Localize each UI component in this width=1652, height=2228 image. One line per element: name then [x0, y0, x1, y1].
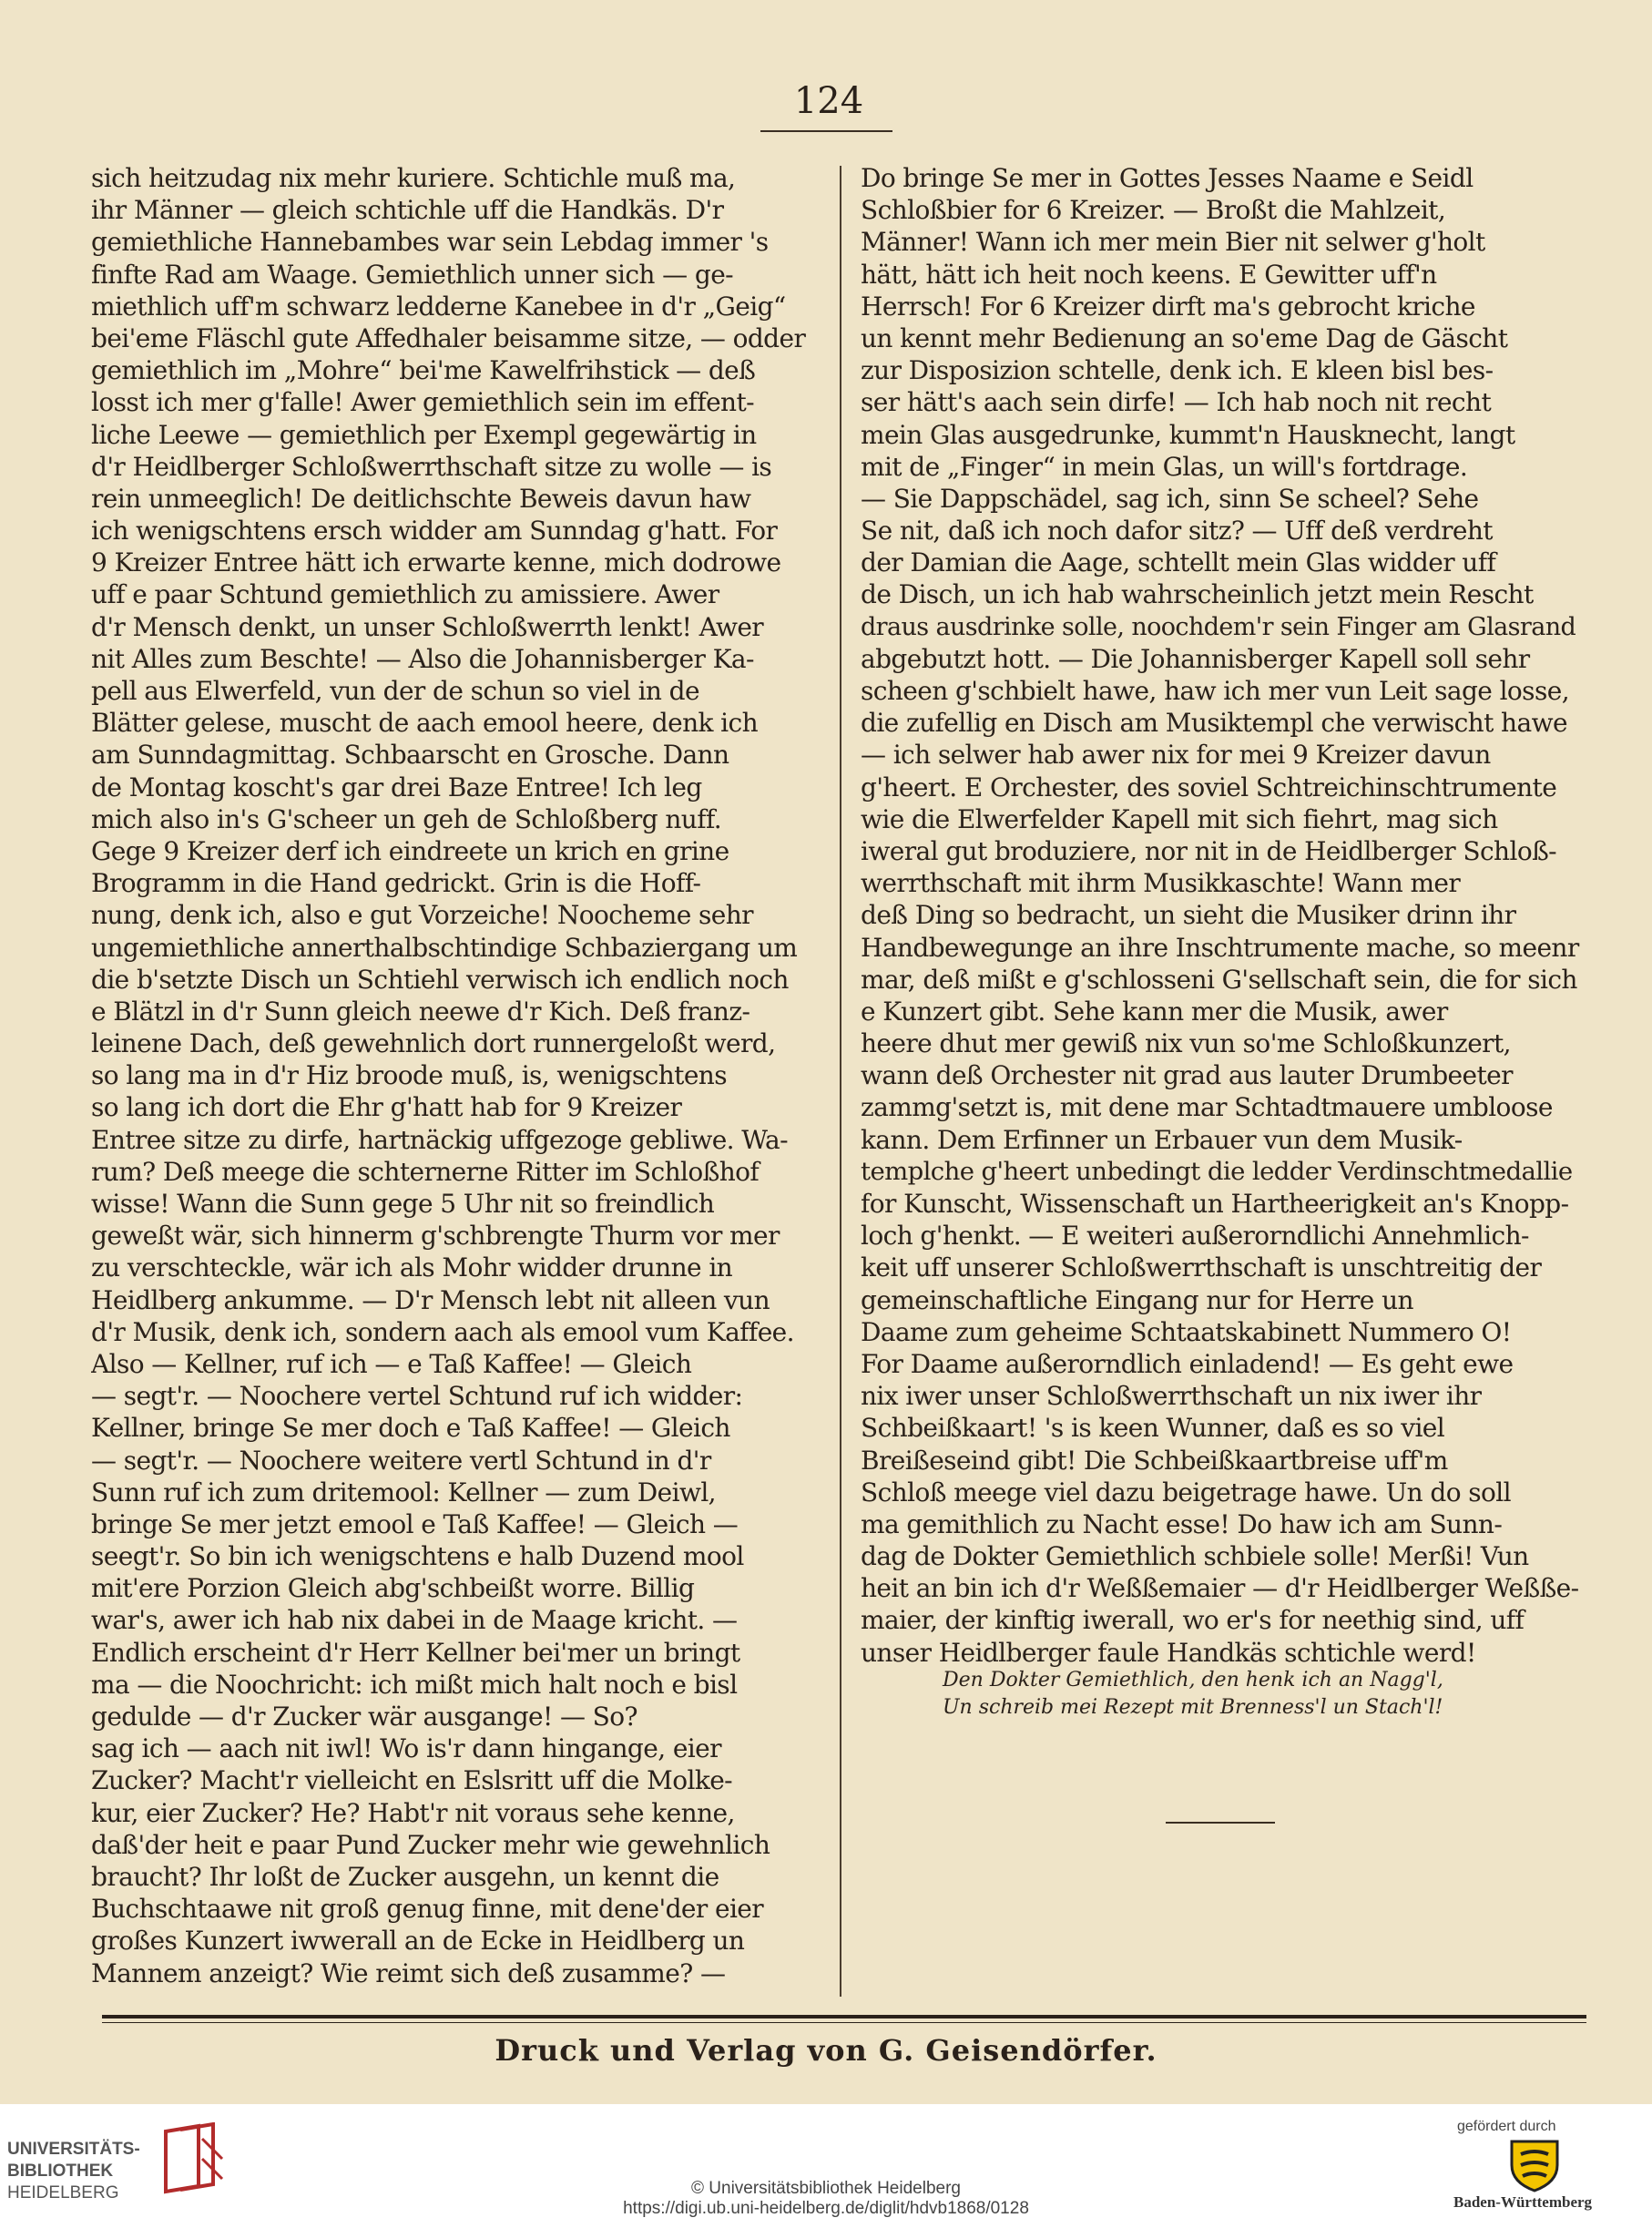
footer-rule	[102, 2015, 1586, 2018]
text-line: finfte Rad am Waage. Gemiethlich unner sich — ge-	[91, 259, 734, 290]
text-line: ser hätt's aach sein dirfe! — Ich hab noch nit recht	[861, 387, 1492, 418]
text-line: deß Ding so bedracht, un sieht die Musiker drinn ihr	[861, 900, 1516, 931]
text-line: hätt, hätt ich heit noch keens. E Gewitter uff'n	[861, 259, 1437, 290]
closing-rule	[1166, 1822, 1275, 1824]
text-line: uff e paar Schtund gemiethlich zu amissiere. Awer	[91, 579, 719, 610]
imprint: Druck und Verlag von G. Geisendörfer.	[495, 2033, 1157, 2068]
text-line: ihr Männer — gleich schtichle uff die Handkäs. D'r	[91, 195, 724, 226]
text-line: nix iwer unser Schloßwerrthschaft un nix iwer ihr	[861, 1381, 1482, 1412]
text-line: g'heert. E Orchester, des soviel Schtreichinschtrumente	[861, 772, 1557, 802]
permalink[interactable]: https://digi.ub.uni-heidelberg.de/diglit/hdvb1868/0128	[623, 2199, 1029, 2218]
text-line: leinene Dach, deß gewehnlich dort runnergeloßt werd,	[91, 1028, 776, 1059]
text-line: Gege 9 Kreizer derf ich eindreete un krich en grine	[91, 835, 729, 866]
text-line: Endlich erscheint d'r Herr Kellner bei'mer un bringt	[91, 1637, 740, 1668]
text-line: zur Disposizion schtelle, denk ich. E kleen bisl bes-	[861, 355, 1494, 386]
copyright-notice	[0, 2179, 1652, 2219]
verse-line: Un schreib mei Rezept mit Brenness'l un Stach'l!	[943, 1696, 1443, 1719]
text-line: war's, awer ich hab nix dabei in de Maage kricht. —	[91, 1605, 738, 1636]
text-line: Schbeißkaart! 's is keen Wunner, daß es so viel	[861, 1413, 1445, 1444]
text-line: daß'der heit e paar Pund Zucker mehr wie gewehnlich	[91, 1829, 770, 1860]
text-line: Daame zum geheime Schtaatskabinett Nummero O!	[861, 1316, 1512, 1347]
text-line: keit uff unserer Schloßwerrthschaft is unschtreitig der	[861, 1252, 1542, 1283]
text-line: — Sie Dappschädel, sag ich, sinn Se scheel? Sehe	[861, 483, 1479, 514]
text-line: mar, deß mißt e g'schlosseni G'sellschaft sein, die for sich	[861, 964, 1577, 995]
text-line: werrthschaft mit ihrm Musikkaschte! Wann mer	[861, 868, 1461, 899]
library-name-line: UNIVERSITÄTS-	[7, 2140, 140, 2159]
text-line: 9 Kreizer Entree hätt ich erwarte kenne, mich dodrowe	[91, 547, 781, 578]
sponsor-label: gefördert durch	[1457, 2119, 1556, 2134]
text-line: Blätter gelese, muscht de aach emool heere, denk ich	[91, 708, 759, 739]
text-line: Kellner, bringe Se mer doch e Taß Kaffee! — Gleich	[91, 1413, 730, 1444]
text-line: kann. Dem Erfinner un Erbauer vun dem Musik-	[861, 1124, 1463, 1155]
text-line: Männer! Wann ich mer mein Bier nit selwer g'holt	[861, 227, 1485, 258]
text-line: sich heitzudag nix mehr kuriere. Schtichle muß ma,	[91, 163, 736, 193]
library-name-line: BIBLIOTHEK	[7, 2162, 114, 2181]
text-line: liche Leewe — gemiethlich per Exempl gegewärtig in	[91, 419, 757, 450]
library-name-line: HEIDELBERG	[7, 2183, 119, 2202]
text-line: Zucker? Macht'r vielleicht en Eslsritt uff die Molke-	[91, 1765, 733, 1796]
text-line: Se nit, daß ich noch dafor sitz? — Uff deß verdreht	[861, 516, 1493, 547]
text-line: — segt'r. — Noochere vertel Schtund ruf ich widder:	[91, 1381, 743, 1412]
text-line: scheen g'schbielt hawe, haw ich mer vun Leit sage losse,	[861, 676, 1569, 706]
text-line: mit'ere Porzion Gleich abg'schbeißt worre. Billig	[91, 1573, 695, 1604]
text-line: gemeinschaftliche Eingang nur for Herre un	[861, 1284, 1413, 1315]
verse-line: Den Dokter Gemiethlich, den henk ich an Nagg'l,	[943, 1669, 1443, 1691]
page-number: 124	[793, 80, 864, 122]
text-line: de Montag koscht's gar drei Baze Entree! Ich leg	[91, 772, 702, 802]
text-line: Heidlberg ankumme. — D'r Mensch lebt nit alleen vun	[91, 1284, 770, 1315]
text-line: mit de „Finger“ in mein Glas, un will's fortdrage.	[861, 451, 1468, 482]
text-line: Mannem anzeigt? Wie reimt sich deß zusamme? —	[91, 1957, 726, 1988]
text-line: abgebutzt hott. — Die Johannisberger Kapell soll sehr	[861, 643, 1530, 674]
text-line: — segt'r. — Noochere weitere vertl Schtund in d'r	[91, 1445, 711, 1476]
text-line: d'r Musik, denk ich, sondern aach als emool vum Kaffee.	[91, 1316, 794, 1347]
text-line: heere dhut mer gewiß nix vun so'me Schloßkunzert,	[861, 1028, 1511, 1059]
text-line: geweßt wär, sich hinnerm g'schbrengte Thurm vor mer	[91, 1221, 780, 1252]
text-line: Sunn ruf ich zum dritemool: Kellner — zum Deiwl,	[91, 1477, 716, 1507]
text-line: gemiethlich im „Mohre“ bei'me Kawelfrihstick — deß	[91, 355, 756, 386]
text-line: sag ich — aach nit iwl! Wo is'r dann hingange, eier	[91, 1733, 721, 1764]
text-line: draus ausdrinke solle, noochdem'r sein Finger am Glasrand	[861, 612, 1576, 641]
text-line: Schloß meege viel dazu beigetrage hawe. Un do soll	[861, 1477, 1511, 1507]
text-line: Buchschtaawe nit groß genug finne, mit dene'der eier	[91, 1894, 764, 1925]
text-line: Do bringe Se mer in Gottes Jesses Naame e Seidl	[861, 163, 1474, 193]
text-line: wann deß Orchester nit grad aus lauter Drumbeeter	[861, 1060, 1513, 1091]
text-line: rum? Deß meege die schternerne Ritter im Schloßhof	[91, 1156, 760, 1187]
text-line: seegt'r. So bin ich wenigschtens e halb Duzend mool	[91, 1541, 744, 1572]
text-line: zammg'setzt is, mit dene mar Schtadtmauere umbloose	[861, 1092, 1553, 1123]
text-line: wie die Elwerfelder Kapell mit sich fiehrt, mag sich	[861, 803, 1498, 834]
text-line: de Disch, un ich hab wahrscheinlich jetzt mein Rescht	[861, 579, 1534, 610]
text-line: gemiethliche Hannebambes war sein Lebdag immer 's	[91, 227, 769, 258]
text-line: e Kunzert gibt. Sehe kann mer die Musik, awer	[861, 996, 1448, 1027]
text-line: nung, denk ich, also e gut Vorzeiche! Noocheme sehr	[91, 900, 753, 931]
text-line: nit Alles zum Beschte! — Also die Johannisberger Ka-	[91, 643, 754, 674]
text-line: mein Glas ausgedrunke, kummt'n Hausknecht, langt	[861, 419, 1515, 450]
text-line: die zufellig en Disch am Musiktempl che verwischt hawe	[861, 708, 1567, 739]
text-line: bringe Se mer jetzt emool e Taß Kaffee! — Gleich —	[91, 1508, 739, 1539]
text-line: — ich selwer hab awer nix for mei 9 Kreizer davun	[861, 740, 1491, 771]
left-text-column	[91, 162, 820, 1989]
text-line: Handbewegunge an ihre Inschtrumente mache, so meenr	[861, 932, 1579, 963]
text-line: so lang ich dort die Ehr g'hatt hab for 9 Kreizer	[91, 1092, 682, 1123]
text-line: d'r Mensch denkt, un unser Schloßwerrth lenkt! Awer	[91, 611, 764, 642]
copyright-text: © Universitätsbibliothek Heidelberg	[691, 2179, 961, 2198]
page-number-rule	[760, 130, 892, 132]
text-line: ich wenigschtens ersch widder am Sunndag g'hatt. For	[91, 516, 778, 547]
text-line: wisse! Wann die Sunn gege 5 Uhr nit so freindlich	[91, 1189, 715, 1219]
text-line: dag de Dokter Gemiethlich schbiele solle! Merßi! Vun	[861, 1541, 1529, 1572]
text-line: Entree sitze zu dirfe, hartnäckig uffgezoge gebliwe. Wa-	[91, 1124, 788, 1155]
text-line: Schloßbier for 6 Kreizer. — Broßt die Mahlzeit,	[861, 195, 1446, 226]
text-line: großes Kunzert iwwerall an de Ecke in Heidlberg un	[91, 1926, 745, 1957]
text-line: bei'eme Fläschl gute Affedhaler beisamme sitze, — odder	[91, 322, 806, 353]
text-line: d'r Heidlberger Schloßwerrthschaft sitze zu wolle — is	[91, 451, 772, 482]
text-line: so lang ma in d'r Hiz broode muß, is, wenigschtens	[91, 1060, 727, 1091]
text-line: Brogramm in die Hand gedrickt. Grin is die Hoff-	[91, 868, 701, 899]
closing-verse	[943, 1667, 1507, 1722]
text-line: For Daame außerorndlich einladend! — Es geht ewe	[861, 1348, 1514, 1379]
text-line: braucht? Ihr loßt de Zucker ausgehn, un kennt die	[91, 1861, 719, 1892]
text-line: unser Heidlberger faule Handkäs schtichle werd!	[861, 1637, 1476, 1668]
text-line: un kennt mehr Bedienung an so'eme Dag de Gäscht	[861, 322, 1508, 353]
text-line: loch g'henkt. — E weiteri außerorndlichi Annehmlich-	[861, 1221, 1529, 1252]
text-line: templche g'heert unbedingt die ledder Verdinschtmedallie	[861, 1156, 1573, 1186]
text-line: miethlich uff'm schwarz ledderne Kanebee in d'r „Geig“	[91, 291, 786, 322]
right-text-column	[861, 162, 1585, 1669]
text-line: gedulde — d'r Zucker wär ausgange! — So?	[91, 1702, 637, 1732]
column-divider	[840, 166, 841, 1997]
text-line: die b'setzte Disch un Schtiehl verwisch ich endlich noch	[91, 964, 789, 995]
text-line: iweral gut broduziere, nor nit in de Heidlberger Schloß-	[861, 835, 1557, 866]
text-line: pell aus Elwerfeld, vun der de schun so viel in de	[91, 676, 699, 706]
text-line: losst ich mer g'falle! Awer gemiethlich sein im effent-	[91, 387, 755, 418]
text-line: e Blätzl in d'r Sunn gleich neewe d'r Kich. Deß franz-	[91, 996, 750, 1027]
baden-wuerttemberg-coat-of-arms-icon	[1503, 2138, 1566, 2192]
text-line: zu verschteckle, wär ich als Mohr widder drunne in	[91, 1252, 733, 1283]
text-line: Also — Kellner, ruf ich — e Taß Kaffee! — Gleich	[91, 1348, 692, 1379]
text-line: maier, der kinftig iwerall, wo er's for neethig sind, uff	[861, 1605, 1525, 1636]
text-line: am Sunndagmittag. Schbaarscht en Grosche. Dann	[91, 740, 729, 771]
text-line: ma — die Noochricht: ich mißt mich halt noch e bisl	[91, 1669, 738, 1700]
text-line: kur, eier Zucker? He? Habt'r nit voraus sehe kenne,	[91, 1797, 735, 1828]
text-line: der Damian die Aage, schtellt mein Glas widder uff	[861, 547, 1496, 578]
text-line: mich also in's G'scheer un geh de Schloßberg nuff.	[91, 803, 722, 834]
text-line: heit an bin ich d'r Weßßemaier — d'r Heidlberger Weßße-	[861, 1573, 1579, 1604]
text-line: Breißeseind gibt! Die Schbeißkaartbreise uff'm	[861, 1445, 1448, 1476]
sponsor-name: Baden-Württemberg	[1453, 2193, 1593, 2211]
text-line: ungemiethliche annerthalbschtindige Schbaziergang um	[91, 932, 798, 963]
text-line: ma gemithlich zu Nacht esse! Do haw ich am Sunn-	[861, 1508, 1503, 1539]
text-line: for Kunscht, Wissenschaft un Hartheerigkeit an's Knopp-	[861, 1189, 1569, 1219]
text-line: Herrsch! For 6 Kreizer dirft ma's gebrocht kriche	[861, 291, 1475, 322]
footer-rule-thin	[102, 2022, 1586, 2023]
text-line: rein unmeeglich! De deitlichschte Beweis davun haw	[91, 483, 751, 514]
